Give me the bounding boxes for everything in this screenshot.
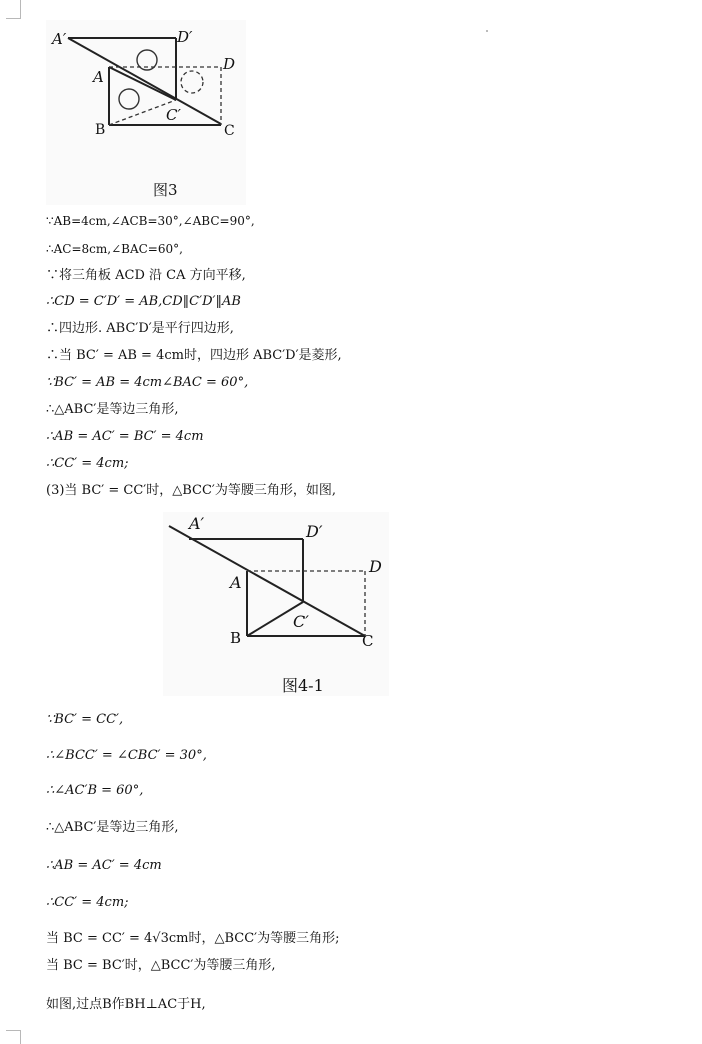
text-line-1: ∵AB=4cm,∠ACB=30°,∠ABC=90°, (46, 214, 255, 228)
text-line-6: ∴当 BC′ = AB = 4cm时，四边形 ABC′D′是菱形, (46, 348, 342, 363)
text-line-2: ∴AC=8cm,∠BAC=60°, (46, 242, 183, 256)
fig2-label-b: B (230, 629, 242, 647)
text-line-10: ∴CC′ = 4cm; (46, 456, 129, 471)
fig1-label-b: B (95, 122, 106, 138)
fig2-label-d: D (369, 557, 382, 576)
text-line-16: ∴AB = AC′ = 4cm (46, 858, 162, 873)
text-line-18: 当 BC = CC′ = 4√3cm时，△BCC′为等腰三角形; (46, 931, 340, 946)
text-line-15: ∴△ABC′是等边三角形, (46, 820, 179, 835)
text-line-3: ∵将三角板 ACD 沿 CA 方向平移, (46, 268, 246, 283)
text-line-14: ∴∠AC′B = 60°, (46, 783, 144, 798)
figure-4-1 (163, 512, 389, 696)
text-line-19: 当 BC = BC′时，△BCC′为等腰三角形, (46, 958, 276, 973)
figure-3-diagram (46, 20, 246, 205)
figure-3 (46, 20, 246, 205)
text-line-12: ∵BC′ = CC′, (46, 712, 124, 727)
fig2-label-d-prime: D′ (306, 522, 323, 541)
page-corner-mark-bottom (6, 1030, 21, 1044)
fig1-caption: 图3 (153, 181, 178, 199)
fig2-label-a: A (230, 573, 242, 592)
fig2-label-c-prime: C′ (293, 612, 309, 631)
page-corner-mark-top (6, 0, 21, 19)
fig1-label-d-prime: D′ (177, 28, 193, 46)
fig2-label-c: C (362, 632, 374, 650)
fig2-label-a-prime: A′ (189, 514, 205, 533)
text-line-20: 如图,过点B作BH⊥AC于H, (46, 997, 206, 1012)
fig1-label-d: D (223, 55, 236, 73)
speck (486, 30, 488, 32)
text-line-11: (3)当 BC′ = CC′时，△BCC′为等腰三角形，如图, (46, 483, 337, 498)
fig1-label-c-prime: C′ (166, 106, 181, 124)
fig2-caption: 图4-1 (282, 676, 324, 695)
text-line-7: ∵BC′ = AB = 4cm∠BAC = 60°, (46, 375, 249, 390)
fig1-label-a-prime: A′ (52, 30, 67, 48)
text-line-8: ∴△ABC′是等边三角形, (46, 402, 179, 417)
text-line-4: ∴CD = C′D′ = AB,CD‖C′D′‖AB (46, 294, 241, 309)
text-line-5: ∴四边形. ABC′D′是平行四边形, (46, 321, 234, 336)
figure-4-1-diagram (163, 512, 389, 696)
fig1-label-c: C (224, 123, 235, 139)
text-line-17: ∴CC′ = 4cm; (46, 895, 129, 910)
text-line-9: ∴AB = AC′ = BC′ = 4cm (46, 429, 204, 444)
text-line-13: ∴∠BCC′ = ∠CBC′ = 30°, (46, 748, 207, 763)
fig1-label-a: A (93, 68, 104, 86)
